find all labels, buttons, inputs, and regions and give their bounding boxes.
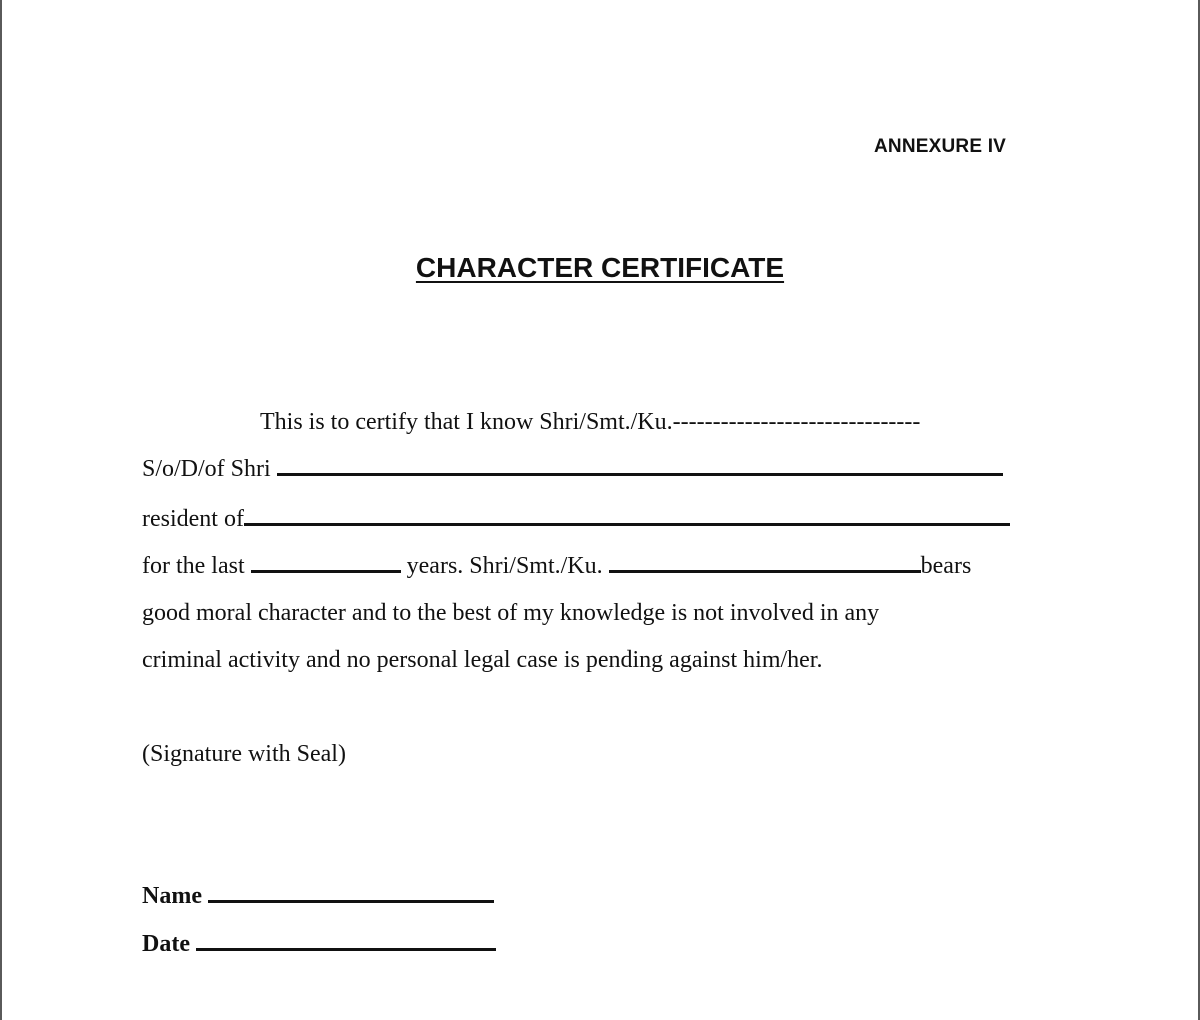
parent-line	[142, 455, 1003, 483]
annexure-label: ANNEXURE IV	[874, 136, 1007, 157]
date-field-row	[142, 930, 496, 958]
character-text: good moral character and to the best of my knowledge is not involved in any	[142, 600, 880, 626]
parent-name-blank[interactable]	[277, 469, 1003, 476]
bears-text: bears	[920, 553, 972, 579]
residence-blank[interactable]	[244, 519, 1010, 526]
residence-line	[142, 505, 1010, 533]
name-field-row	[142, 882, 494, 910]
document-title: CHARACTER CERTIFICATE	[415, 252, 785, 283]
parent-label: S/o/D/of Shri	[142, 456, 271, 482]
years-prefix: for the last	[142, 553, 245, 579]
date-label: Date	[142, 931, 190, 957]
person-name-blank[interactable]	[609, 566, 921, 573]
certify-line	[260, 408, 920, 436]
date-blank[interactable]	[196, 944, 496, 951]
years-suffix: years. Shri/Smt./Ku.	[406, 553, 603, 579]
residence-label: resident of	[142, 506, 244, 532]
years-line	[142, 552, 971, 580]
criminal-line	[142, 646, 822, 674]
years-blank[interactable]	[251, 566, 401, 573]
character-line	[142, 599, 879, 627]
name-label: Name	[142, 883, 202, 909]
signature-line	[142, 740, 346, 768]
name-blank[interactable]	[208, 896, 494, 903]
criminal-text: criminal activity and no personal legal case is pending against him/her.	[142, 647, 823, 673]
certify-text: This is to certify that I know Shri/Smt./Ku.-------------------------------	[260, 409, 921, 435]
signature-label: (Signature with Seal)	[142, 741, 346, 767]
